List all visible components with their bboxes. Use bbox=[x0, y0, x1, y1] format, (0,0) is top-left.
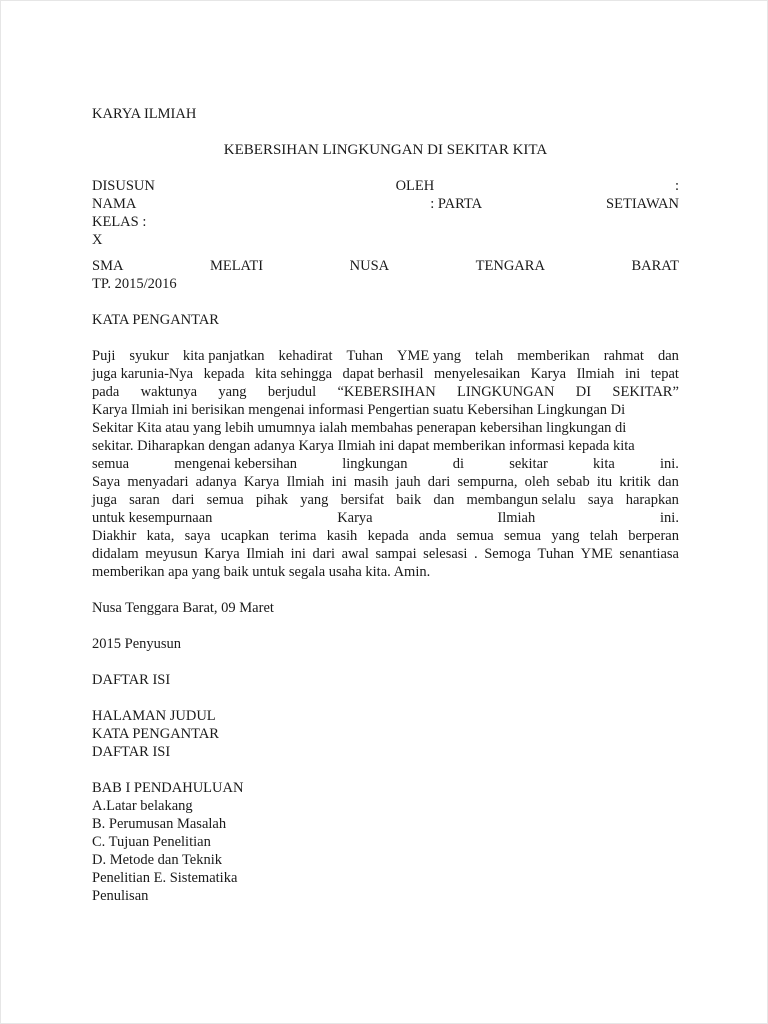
nama-value-first: : PARTA bbox=[430, 196, 483, 212]
bab-item: C. Tujuan Penelitian bbox=[92, 834, 211, 850]
paragraph-word: Ilmiah bbox=[497, 510, 536, 526]
paragraph-line: Karya Ilmiah ini berisikan mengenai informasi Pengertian suatu Kebersihan Lingkungan Di bbox=[92, 402, 626, 418]
paragraph-word: itu bbox=[596, 474, 613, 490]
paragraph-word: dari bbox=[312, 546, 336, 562]
paragraph-word: baik bbox=[396, 492, 422, 508]
paragraph-word: ini bbox=[624, 366, 641, 382]
paragraph-word: terima bbox=[279, 528, 317, 544]
paragraph-word: sempurna, bbox=[457, 474, 518, 490]
paragraph-line: Sekitar Kita atau yang lebih umumnya ialah membahas penerapan kebersihan lingkungan di bbox=[92, 420, 627, 436]
paragraph-word: kepada bbox=[203, 366, 245, 382]
bab-heading: BAB I PENDAHULUAN bbox=[92, 780, 244, 796]
nama-label: NAMA bbox=[92, 196, 137, 212]
paragraph-word: memberikan bbox=[517, 348, 590, 364]
paragraph-word: saya bbox=[587, 492, 614, 508]
kelas-value: X bbox=[92, 232, 103, 248]
paragraph-word: awal bbox=[341, 546, 369, 562]
paragraph-word: sebab bbox=[556, 474, 590, 490]
paragraph-word: ini. bbox=[660, 510, 679, 526]
paragraph-word: kita sehingga bbox=[255, 366, 333, 382]
paragraph-word: ini. bbox=[660, 456, 679, 472]
paragraph-word: Ilmiah bbox=[286, 474, 325, 490]
paragraph-word: Tuhan bbox=[537, 546, 575, 562]
paragraph-word: Karya bbox=[530, 366, 567, 382]
paragraph-word: pada bbox=[92, 384, 120, 400]
school-word: MELATI bbox=[209, 258, 264, 274]
paragraph-line bbox=[92, 473, 679, 491]
document-content bbox=[92, 105, 679, 905]
paragraph-word: meyusun bbox=[145, 546, 198, 562]
paragraph-word: ini bbox=[331, 474, 347, 490]
paragraph-word: YME yang bbox=[397, 348, 462, 364]
paragraph-word: Karya bbox=[337, 510, 373, 526]
paragraph-word: dan bbox=[433, 492, 455, 508]
school-word: NUSA bbox=[349, 258, 390, 274]
paragraph-word: Ilmiah bbox=[576, 366, 615, 382]
paragraph-line bbox=[92, 347, 679, 365]
school-word: BARAT bbox=[631, 258, 679, 274]
paragraph-word: berperan bbox=[628, 528, 679, 544]
paragraph-word: didalam bbox=[92, 546, 139, 562]
school-word: TENGARA bbox=[475, 258, 545, 274]
paragraph-word: oleh bbox=[524, 474, 550, 490]
paragraph-word: rahmat bbox=[603, 348, 644, 364]
paragraph-word: membangun selalu bbox=[466, 492, 576, 508]
paragraph-word: DI bbox=[575, 384, 592, 400]
paragraph-word: kasih bbox=[326, 528, 358, 544]
paragraph-word: semua bbox=[92, 456, 130, 472]
paragraph-line bbox=[92, 545, 679, 563]
document-title: KEBERSIHAN LINGKUNGAN DI SEKITAR KITA bbox=[223, 142, 548, 158]
paragraph-word: kehadirat bbox=[278, 348, 333, 364]
paragraph-word: Karya bbox=[243, 474, 280, 490]
paragraph-word: dari bbox=[171, 492, 195, 508]
paragraph-word: SEKITAR” bbox=[612, 384, 679, 400]
paragraph-word: Saya bbox=[92, 474, 121, 490]
paragraph-word: telah bbox=[589, 528, 618, 544]
paragraph-word: semua bbox=[503, 528, 542, 544]
paragraph-word: Diakhir bbox=[92, 528, 137, 544]
bab-item: D. Metode dan Teknik bbox=[92, 852, 222, 868]
paragraph-line bbox=[92, 383, 679, 401]
paragraph-word: anda bbox=[418, 528, 447, 544]
paragraph-word: ini bbox=[290, 546, 306, 562]
daftar-isi-heading: DAFTAR ISI bbox=[92, 672, 171, 688]
paragraph-line bbox=[92, 455, 679, 473]
bab-item: B. Perumusan Masalah bbox=[92, 816, 227, 832]
paragraph-word: dari bbox=[427, 474, 451, 490]
paragraph-word: sampai bbox=[375, 546, 417, 562]
paragraph-word: Ilmiah bbox=[246, 546, 285, 562]
paragraph-word: sekitar bbox=[509, 456, 548, 472]
paragraph-word: LINGKUNGAN bbox=[457, 384, 555, 400]
disusun-label: DISUSUN bbox=[92, 178, 155, 194]
paragraph-word: untuk kesempurnaan bbox=[92, 510, 213, 526]
toc-item: HALAMAN JUDUL bbox=[92, 708, 216, 724]
paragraph-word: kita panjatkan bbox=[182, 348, 265, 364]
paragraph-word: lingkungan bbox=[342, 456, 408, 472]
paragraph-word: juga bbox=[92, 492, 117, 508]
bab-item: A.Latar belakang bbox=[92, 798, 193, 814]
bab-item: Penulisan bbox=[92, 888, 149, 904]
paragraph-word: di bbox=[452, 456, 464, 472]
kelas-label: KELAS : bbox=[92, 214, 147, 230]
school-row bbox=[92, 257, 679, 275]
paragraph-word: tepat bbox=[650, 366, 679, 382]
paragraph-line bbox=[92, 527, 679, 545]
paragraph-word: telah bbox=[475, 348, 504, 364]
toc-item: KATA PENGANTAR bbox=[92, 726, 219, 742]
oleh-label: OLEH bbox=[395, 178, 435, 194]
disusun-row bbox=[92, 177, 679, 195]
paragraph-word: dan bbox=[657, 348, 679, 364]
paragraph-word: dapat berhasil bbox=[342, 366, 424, 382]
paragraph-line: memberikan apa yang baik untuk segala usaha kita. Amin. bbox=[92, 564, 431, 580]
paragraph-word: “KEBERSIHAN bbox=[337, 384, 436, 400]
paragraph-word: kata, bbox=[146, 528, 175, 544]
paragraph-line bbox=[92, 365, 679, 383]
bab-item: Penelitian E. Sistematika bbox=[92, 870, 238, 886]
paragraph-word: waktunya bbox=[140, 384, 198, 400]
paragraph-word: syukur bbox=[129, 348, 169, 364]
paragraph-word: saran bbox=[129, 492, 160, 508]
paragraph-word: juga karunia-Nya bbox=[92, 366, 194, 382]
paragraph-word: saya bbox=[184, 528, 211, 544]
school-word: SMA bbox=[92, 258, 124, 274]
nama-row bbox=[92, 195, 679, 213]
paragraph-word: semua bbox=[206, 492, 244, 508]
paragraph-word: masih bbox=[353, 474, 389, 490]
nama-value-last: SETIAWAN bbox=[606, 196, 679, 212]
paragraph-word: Tuhan bbox=[346, 348, 384, 364]
paragraph-word: kita bbox=[593, 456, 615, 472]
kata-pengantar-paragraph bbox=[92, 347, 679, 563]
paragraph-word: bersifat bbox=[340, 492, 385, 508]
place-date: Nusa Tenggara Barat, 09 Maret bbox=[92, 600, 274, 616]
paragraph-line bbox=[92, 509, 679, 527]
paragraph-word: pihak bbox=[255, 492, 289, 508]
paragraph-word: yang bbox=[218, 384, 247, 400]
paragraph-word: berjudul bbox=[267, 384, 317, 400]
paragraph-word: kepada bbox=[367, 528, 409, 544]
paragraph-word: Puji bbox=[92, 348, 116, 364]
paragraph-word: yang bbox=[300, 492, 329, 508]
document-heading: KARYA ILMIAH bbox=[92, 106, 197, 122]
paragraph-word: dan bbox=[657, 474, 679, 490]
paragraph-word: . bbox=[474, 546, 478, 562]
kata-pengantar-heading: KATA PENGANTAR bbox=[92, 312, 219, 328]
year-author: 2015 Penyusun bbox=[92, 636, 182, 652]
paragraph-word: harapkan bbox=[625, 492, 679, 508]
paragraph-word: yang bbox=[551, 528, 580, 544]
paragraph-word: ucapkan bbox=[220, 528, 270, 544]
paragraph-word: senantiasa bbox=[619, 546, 679, 562]
tahun-pelajaran: TP. 2015/2016 bbox=[92, 276, 177, 292]
paragraph-word: menyelesaikan bbox=[433, 366, 521, 382]
paragraph-word: kritik bbox=[619, 474, 651, 490]
paragraph-word: menyadari bbox=[127, 474, 189, 490]
paragraph-word: Semoga bbox=[484, 546, 531, 562]
paragraph-word: YME bbox=[580, 546, 613, 562]
paragraph-word: adanya bbox=[195, 474, 237, 490]
paragraph-word: mengenai kebersihan bbox=[174, 456, 298, 472]
paragraph-word: jauh bbox=[395, 474, 421, 490]
toc-item: DAFTAR ISI bbox=[92, 744, 171, 760]
paragraph-line: sekitar. Diharapkan dengan adanya Karya Ilmiah ini dapat memberikan informasi kepada kita bbox=[92, 438, 635, 454]
paragraph-line bbox=[92, 491, 679, 509]
paragraph-word: Karya bbox=[204, 546, 240, 562]
paragraph-word: selesasi bbox=[423, 546, 468, 562]
disusun-colon: : bbox=[674, 178, 679, 194]
paragraph-word: semua bbox=[456, 528, 494, 544]
